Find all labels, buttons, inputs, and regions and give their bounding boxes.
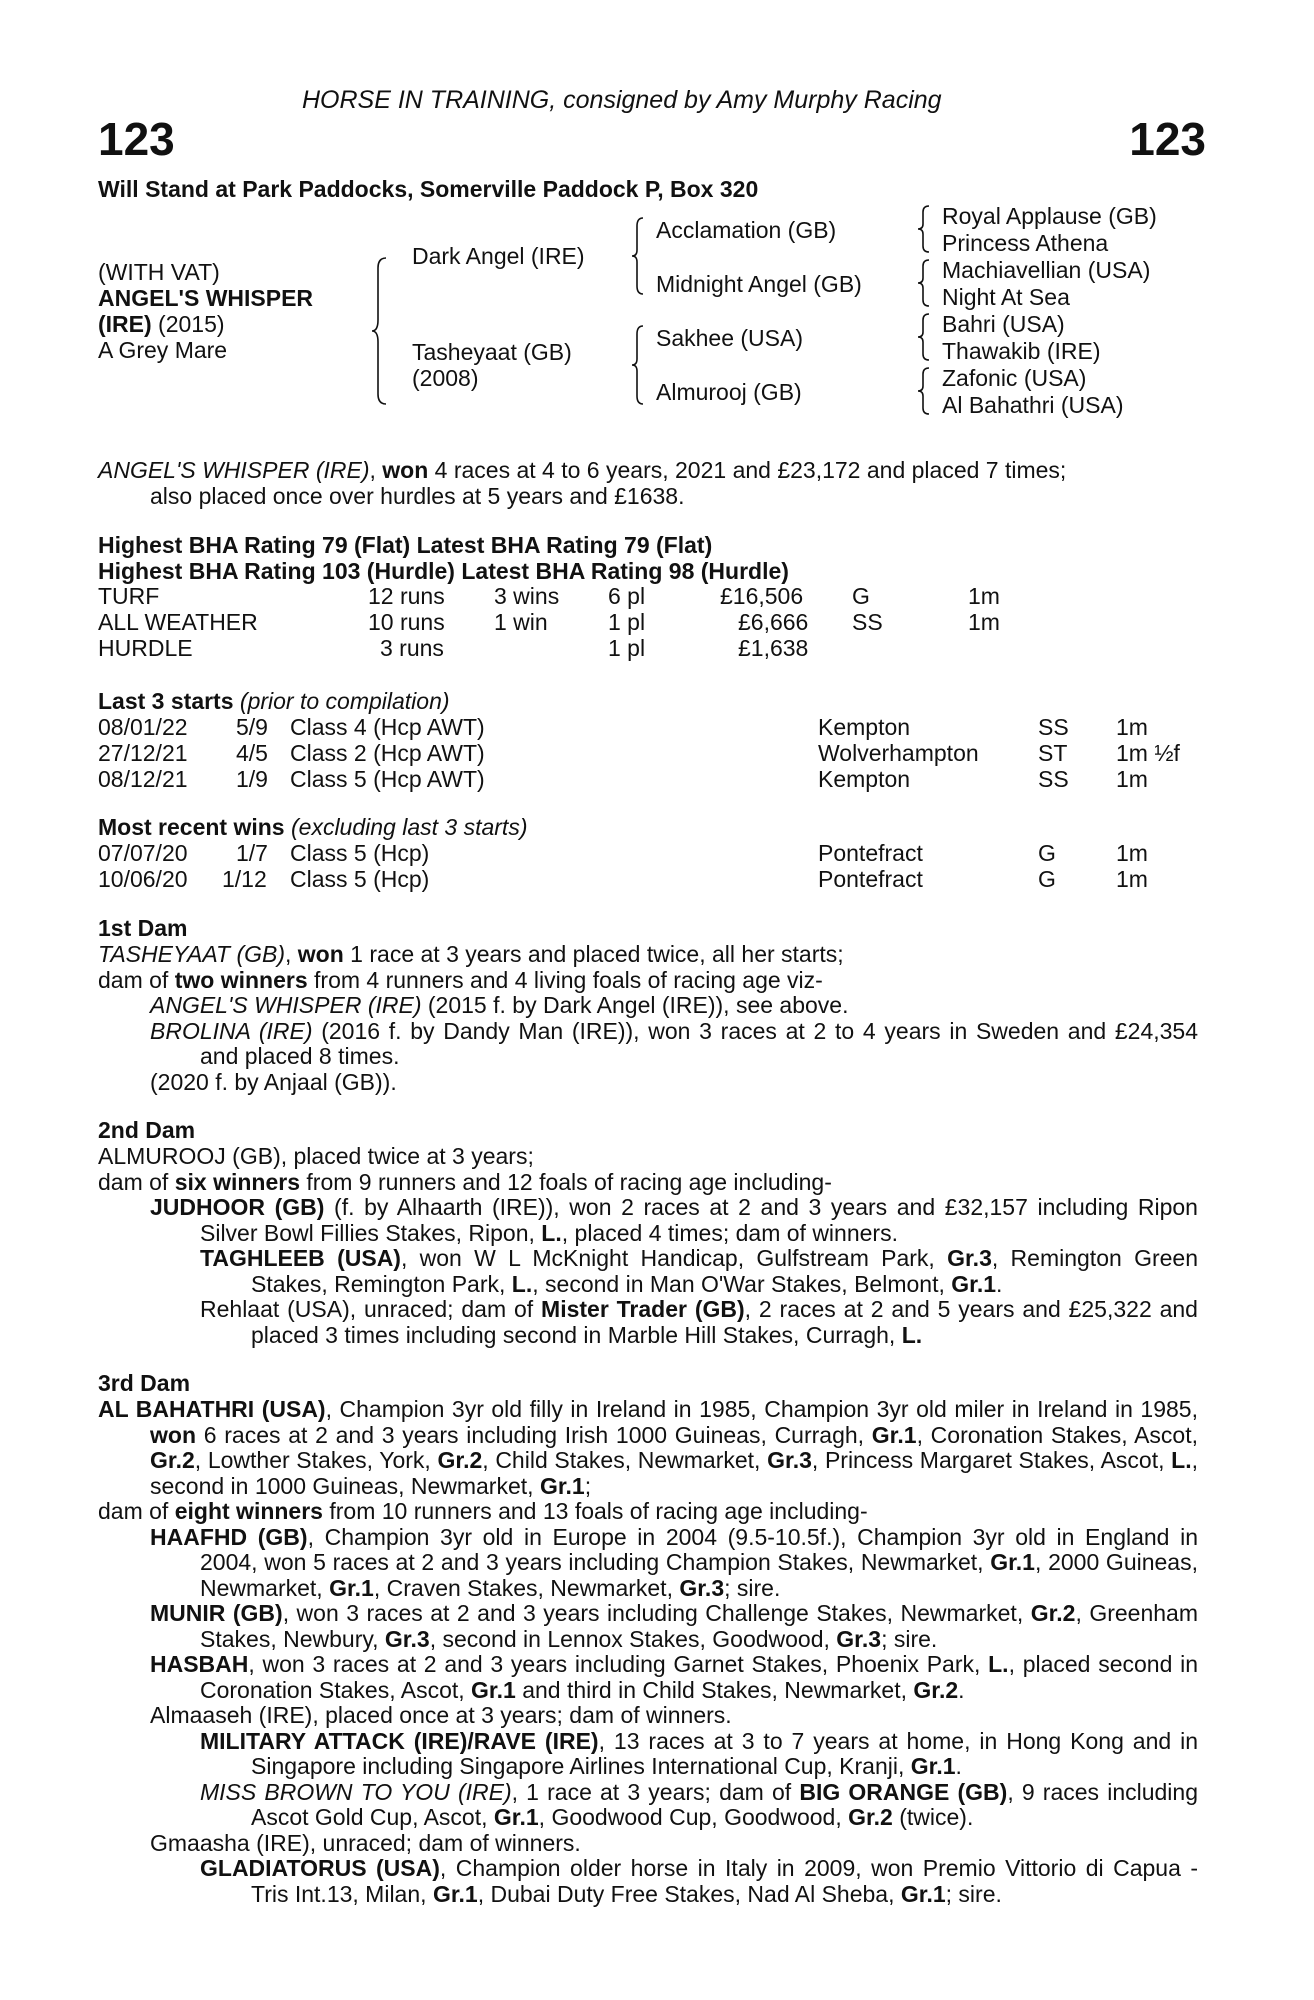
win-going: G [1038,840,1056,866]
horse-description: A Grey Mare [98,337,228,363]
pedigree-brace-dam [630,324,646,406]
stand-location: Will Stand at Park Paddocks, Somerville Paddock P, Box 320 [98,176,759,202]
start-position: 5/9 [236,714,268,740]
record-distance: 1m [968,583,1000,609]
win-race: Class 5 (Hcp) [290,840,430,866]
lot-number-left: 123 [98,113,175,165]
start-race: Class 4 (Hcp AWT) [290,714,485,740]
pedigree-dam-dam: Almurooj (GB) [656,379,802,405]
horse-name: ANGEL'S WHISPER [98,285,314,311]
horse-country-year: (IRE) (2015) [98,311,225,337]
start-distance: 1m ½f [1116,740,1180,766]
record-prize: £16,506 [720,583,804,609]
start-date: 27/12/21 [98,740,188,766]
recent-wins-heading: Most recent wins (excluding last 3 starts) [98,814,528,840]
second-dam-heading: 2nd Dam [98,1117,196,1143]
pedigree-sire-sire: Acclamation (GB) [656,217,837,243]
record-placed: 1 pl [608,635,646,661]
win-race: Class 5 (Hcp) [290,866,430,892]
record-wins: 1 win [494,609,548,635]
pedigree-brace-ds [916,312,932,362]
record-distance: 1m [968,609,1000,635]
third-dam-heading: 3rd Dam [98,1370,191,1396]
record-surface: TURF [98,583,160,609]
record-prize: £1,638 [738,635,809,661]
record-runs: 12 runs [368,583,445,609]
pedigree-dsd: Thawakib (IRE) [942,338,1101,364]
pedigree-sss: Royal Applause (GB) [942,203,1157,229]
pedigree-dam-year: (2008) [412,365,479,391]
record-surface: HURDLE [98,635,193,661]
second-dam-section: ALMUROOJ (GB), placed twice at 3 years; dam of six winners from 9 runners and 12 foals of racing age including- JUDHOOR (GB) (f. by Alhaarth (IRE)), won 2 races at 2 and 3 years and £32,157 including Ripon Silver Bowl Fillies Stakes, Ripon, L., placed 4 times; dam of winners. TAGHLEEB (USA), won W L McKnight Handicap, Gulfstream Park, Gr.3, Remington Green Stakes, Remington Park, L., second in Man O'War Stakes, Belmont, Gr.1. Rehlaat (USA), unraced; dam of Mister Trader (GB), 2 races at 2 and 5 years and £25,322 and placed 3 times including second in Marble Hill Stakes, Curragh, L. [98,1143,1198,1348]
start-race: Class 2 (Hcp AWT) [290,740,485,766]
start-going: SS [1038,766,1069,792]
record-runs: 10 runs [368,609,445,635]
pedigree-dam-sire: Sakhee (USA) [656,325,804,351]
pedigree-sire-dam: Midnight Angel (GB) [656,271,862,297]
start-date: 08/12/21 [98,766,188,792]
start-position: 4/5 [236,740,268,766]
record-prize: £6,666 [738,609,809,635]
win-position: 1/12 [222,866,267,892]
pedigree-ddd: Al Bahathri (USA) [942,392,1124,418]
rating-line-hurdle: Highest BHA Rating 103 (Hurdle) Latest BHA Rating 98 (Hurdle) [98,558,789,584]
start-going: ST [1038,740,1068,766]
race-summary: ANGEL'S WHISPER (IRE), won 4 races at 4 to 6 years, 2021 and £23,172 and placed 7 times; also placed once over hurdles at 5 years and £1638. [98,457,1067,509]
third-dam-section: AL BAHATHRI (USA), Champion 3yr old filly in Ireland in 1985, Champion 3yr old miler in Ireland in 1985, won 6 races at 2 and 3 years including Irish 1000 Guineas, Curragh, Gr.1, Coronation Stakes, Ascot, Gr.2, Lowther Stakes, York, Gr.2, Child Stakes, Newmarket, Gr.3, Princess Margaret Stakes, Ascot, L., second in 1000 Guineas, Newmarket, Gr.1; dam of eight winners from 10 runners and 13 foals of racing age including- HAAFHD (GB), Champion 3yr old in Europe in 2004 (9.5-10.5f.), Champion 3yr old in England in 2004, won 5 races at 2 and 3 years including Champion Stakes, Newmarket, Gr.1, 2000 Guineas, Newmarket, Gr.1, Craven Stakes, Newmarket, Gr.3; sire. MUNIR (GB), won 3 races at 2 and 3 years including Challenge Stakes, Newmarket, Gr.2, Greenham Stakes, Newbury, Gr.3, second in Lennox Stakes, Goodwood, Gr.3; sire. HASBAH, won 3 races at 2 and 3 years including Garnet Stakes, Phoenix Park, L., placed second in Coronation Stakes, Ascot, Gr.1 and third in Child Stakes, Newmarket, Gr.2. Almaaseh (IRE), placed once at 3 years; dam of winners. MILITARY ATTACK (IRE)/RAVE (IRE), 13 races at 3 to 7 years at home, in Hong Kong and in Singapore including Singapore Airlines International Cup, Kranji, Gr.1. MISS BROWN TO YOU (IRE), 1 race at 3 years; dam of BIG ORANGE (GB), 9 races including Ascot Gold Cup, Ascot, Gr.1, Goodwood Cup, Goodwood, Gr.2 (twice). Gmaasha (IRE), unraced; dam of winners. GLADIATORUS (USA), Champion older horse in Italy in 2009, won Premio Vittorio di Capua - Tris Int.13, Milan, Gr.1, Dubai Duty Free Stakes, Nad Al Sheba, Gr.1; sire. [98,1396,1199,1907]
pedigree-brace-ss [916,204,932,254]
pedigree-sds: Machiavellian (USA) [942,257,1151,283]
record-placed: 1 pl [608,609,646,635]
last-3-starts-heading: Last 3 starts (prior to compilation) [98,688,450,714]
win-going: G [1038,866,1056,892]
record-wins: 3 wins [494,583,560,609]
win-distance: 1m [1116,866,1148,892]
pedigree-sire: Dark Angel (IRE) [412,243,585,269]
lot-number-right: 123 [1129,113,1206,165]
pedigree-dds: Zafonic (USA) [942,365,1087,391]
start-distance: 1m [1116,766,1148,792]
record-surface: ALL WEATHER [98,609,258,635]
pedigree-dam: Tasheyaat (GB) [412,339,572,365]
start-race: Class 5 (Hcp AWT) [290,766,485,792]
win-date: 07/07/20 [98,840,188,866]
first-dam-heading: 1st Dam [98,915,188,941]
record-going: G [852,583,870,609]
pedigree-brace-sire [630,216,646,296]
start-course: Kempton [818,714,911,740]
vat-note: (WITH VAT) [98,259,220,285]
start-distance: 1m [1116,714,1148,740]
pedigree-brace-dd [916,366,932,416]
start-course: Kempton [818,766,911,792]
pedigree-dss: Bahri (USA) [942,311,1065,337]
record-runs: 3 runs [380,635,444,661]
win-date: 10/06/20 [98,866,188,892]
record-placed: 6 pl [608,583,646,609]
rating-line-flat: Highest BHA Rating 79 (Flat) Latest BHA Rating 79 (Flat) [98,532,713,558]
win-position: 1/7 [236,840,268,866]
win-course: Pontefract [818,866,923,892]
start-position: 1/9 [236,766,268,792]
pedigree-ssd: Princess Athena [942,230,1109,256]
consignment-header: HORSE IN TRAINING, consigned by Amy Murphy Racing [302,86,942,114]
pedigree-sdd: Night At Sea [942,284,1070,310]
record-going: SS [852,609,883,635]
win-course: Pontefract [818,840,923,866]
start-course: Wolverhampton [818,740,979,766]
win-distance: 1m [1116,840,1148,866]
pedigree-brace-sd [916,258,932,308]
first-dam-section: TASHEYAAT (GB), won 1 race at 3 years and placed twice, all her starts; dam of two winners from 4 runners and 4 living foals of racing age viz- ANGEL'S WHISPER (IRE) (2015 f. by Dark Angel (IRE)), see above. BROLINA (IRE) (2016 f. by Dandy Man (IRE)), won 3 races at 2 to 4 years in Sweden and £24,354 and placed 8 times. (2020 f. by Anjaal (GB)). [98,941,1199,1095]
start-going: SS [1038,714,1069,740]
start-date: 08/01/22 [98,714,188,740]
pedigree-brace-main [370,256,390,406]
